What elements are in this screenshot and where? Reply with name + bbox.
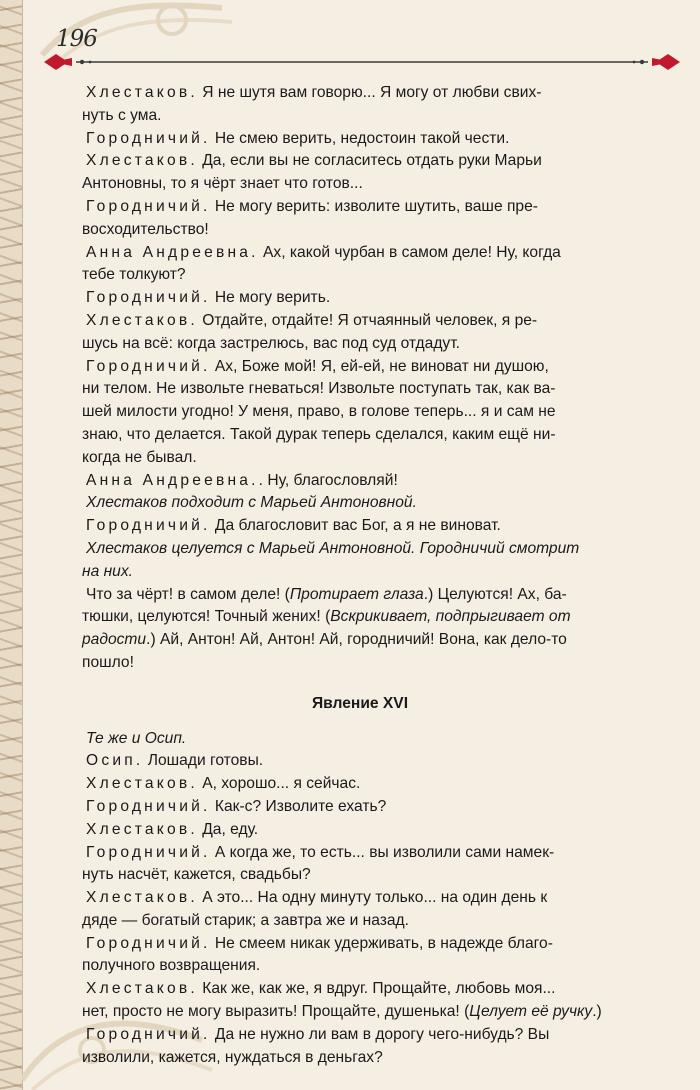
speaker-name: Анна Андреевна.: [86, 243, 259, 261]
speaker-name: Хлестаков.: [86, 980, 198, 998]
text-line: [82, 173, 634, 196]
text-line: [82, 447, 634, 470]
line-text: дяде — богатый старик; а завтра же и назад.: [82, 911, 409, 929]
text-line: [86, 978, 634, 1001]
text-line: [86, 287, 634, 310]
page-number: 196: [56, 26, 97, 52]
text-line: [82, 378, 634, 401]
scene-heading: Явление XVI: [311, 694, 409, 712]
text-line: [82, 864, 634, 887]
stage-direction: Целует её ручку: [469, 1003, 593, 1021]
line-text: .) Целуются! Ах, ба-: [423, 585, 567, 603]
text-line: [82, 910, 634, 933]
speaker-name: Хлестаков.: [86, 311, 198, 329]
text-line: [82, 561, 634, 584]
play-text: [82, 82, 634, 1069]
text-line: [86, 82, 634, 105]
line-text: получного возвращения.: [82, 957, 261, 975]
speaker-name: Хлестаков.: [86, 84, 198, 101]
line-text: Отдайте, отдайте! Я отчаянный человек, я ре-: [197, 311, 538, 329]
line-text: шусь на всё: когда застрелюсь, вас под суд отдадут.: [82, 334, 460, 352]
line-text: нет, просто не могу выразить! Прощайте, душенька! (: [82, 1003, 470, 1021]
line-text: Да не нужно ли вам в дорогу чего-нибудь? Вы: [210, 1025, 550, 1043]
text-line: [82, 955, 634, 978]
stage-direction: радости: [82, 631, 147, 649]
line-text: шей милости угодно! У меня, право, в голове теперь... я и сам не: [82, 403, 556, 421]
line-text: .): [592, 1003, 602, 1021]
text-line: [86, 356, 634, 379]
line-text: Как-с? Изволите ехать?: [210, 797, 387, 815]
text-line: [82, 629, 634, 652]
stage-direction: Протирает глаза: [289, 585, 424, 603]
line-text: Да, если вы не согласитесь отдать руки Марьи: [197, 152, 542, 170]
line-text: А когда же, то есть... вы изволили сами намек-: [210, 843, 555, 861]
line-text: Лошади готовы.: [143, 752, 264, 770]
text-line: [86, 773, 634, 796]
page-header: [22, 0, 700, 80]
text-line: [82, 1047, 634, 1070]
line-text: когда не бывал.: [82, 448, 197, 466]
speaker-name: Городничий.: [86, 517, 211, 535]
header-rule: [42, 48, 682, 76]
line-text: нуть насчёт, кажется, свадьбы?: [82, 866, 311, 884]
speaker-name: Хлестаков.: [86, 152, 198, 170]
text-line: [86, 842, 634, 865]
text-line: [82, 333, 634, 356]
text-line: [82, 105, 634, 128]
line-text: нуть с ума.: [82, 106, 162, 124]
line-text: Я не шутя вам говорю... Я могу от любви свих-: [197, 84, 542, 101]
line-text: А, хорошо... я сейчас.: [197, 775, 361, 793]
stage-direction: Вскрикивает, подпрыгивает от: [330, 608, 571, 626]
line-text: Ах, Боже мой! Я, ей-ей, не виноват ни душою,: [210, 357, 549, 375]
text-line: [86, 470, 634, 493]
text-line: [82, 606, 634, 629]
line-text: Антоновны, то я чёрт знает что готов...: [82, 175, 363, 193]
text-line: [86, 1024, 634, 1047]
text-line: [86, 750, 634, 773]
decorative-border: [0, 0, 23, 1090]
line-text: . Ну, благословляй!: [258, 471, 398, 489]
line-text: восходительство!: [82, 220, 209, 238]
line-text: Не смеем никак удерживать, в надежде благо-: [210, 934, 553, 952]
text-line: [86, 796, 634, 819]
line-text: Не могу верить: изволите шутить, ваше пре-: [210, 197, 538, 215]
line-text: ни телом. Не извольте гневаться! Извольте поступать так, как ва-: [82, 380, 556, 398]
line-text: знаю, что делается. Такой дурак теперь сделался, каким ещё ни-: [82, 425, 556, 443]
text-line: [86, 933, 634, 956]
speaker-name: Хлестаков.: [86, 775, 198, 793]
speaker-name: Осип.: [86, 752, 144, 770]
text-line: [82, 1001, 634, 1024]
text-line: [86, 150, 634, 173]
text-line: [82, 424, 634, 447]
speaker-name: Городничий.: [86, 797, 211, 815]
text-line: [82, 264, 634, 287]
speaker-name: Хлестаков.: [86, 820, 198, 838]
speaker-name: Городничий.: [86, 289, 211, 307]
line-text: пошло!: [82, 653, 134, 671]
speaker-name: Городничий.: [86, 843, 211, 861]
speaker-name: Городничий.: [86, 1025, 211, 1043]
text-line: [86, 492, 634, 515]
text-line: [86, 887, 634, 910]
text-line: [86, 584, 634, 607]
stage-direction: на них.: [82, 562, 133, 580]
text-line: [86, 196, 634, 219]
text-line: [86, 515, 634, 538]
text-line: [86, 538, 634, 561]
text-line: [82, 401, 634, 424]
line-text: тебе толкуют?: [82, 266, 186, 284]
speaker-name: Городничий.: [86, 357, 211, 375]
line-text: Как же, как же, я вдруг. Прощайте, любовь моя...: [197, 980, 556, 998]
text-line: [86, 728, 634, 751]
speaker-name: Анна Андреевна.: [86, 471, 259, 489]
text-line: [86, 242, 634, 265]
text-line: [86, 310, 634, 333]
speaker-name: Хлестаков.: [86, 889, 198, 907]
line-text: Да благословит вас Бог, а я не виноват.: [210, 517, 501, 535]
line-text: Что за чёрт! в самом деле! (: [86, 585, 290, 603]
stage-direction: Те же и Осип.: [86, 729, 187, 747]
line-text: Не смею верить, недостоин такой чести.: [210, 129, 510, 147]
line-text: Ах, какой чурбан в самом деле! Ну, когда: [258, 243, 561, 261]
speaker-name: Городничий.: [86, 129, 211, 147]
line-text: Не могу верить.: [210, 289, 331, 307]
line-text: Да, еду.: [197, 820, 259, 838]
text-line: [82, 652, 634, 675]
line-text: изволили, кажется, нуждаться в деньгах?: [82, 1048, 383, 1066]
speaker-name: Городничий.: [86, 197, 211, 215]
line-text: .) Ай, Антон! Ай, Антон! Ай, городничий! Вона, как дело-то: [146, 631, 567, 649]
speaker-name: Городничий.: [86, 934, 211, 952]
stage-direction: Хлестаков целуется с Марьей Антоновной. Городничий смотрит: [86, 539, 580, 557]
text-line: [82, 219, 634, 242]
text-line: [86, 128, 634, 151]
line-text: тюшки, целуются! Точный жених! (: [82, 608, 331, 626]
text-line: [86, 819, 634, 842]
stage-direction: Хлестаков подходит с Марьей Антоновной.: [86, 494, 417, 512]
line-text: А это... На одну минуту только... на один день к: [197, 889, 548, 907]
